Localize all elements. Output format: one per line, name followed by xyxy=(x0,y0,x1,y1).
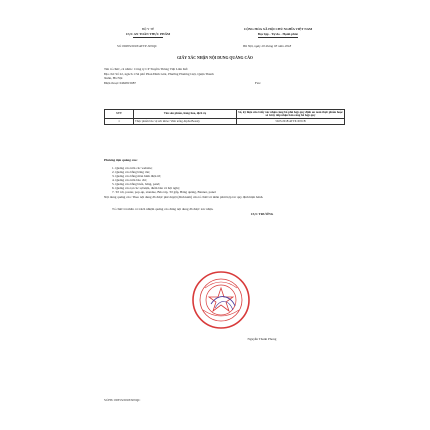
responsibility-note: Tổ chức/cá nhân có trách nhiệm quảng cáo đúng nội dung đã được xác nhận. xyxy=(112,207,214,211)
media-item: 2. Quảng cáo bằng băng rôn; xyxy=(112,170,151,174)
motto-underline xyxy=(258,37,298,38)
signer-name: Nguyễn Thanh Phong xyxy=(247,337,277,341)
org-address-cont: Xuân, Hà Nội xyxy=(104,76,123,80)
media-heading: Phương tiện quảng cáo: xyxy=(104,158,138,162)
footer-code: Số HS: 00353/2018/XNQC xyxy=(104,398,141,402)
org-name: Tên tổ chức, cá nhân : Công ty CP Truyền Thông Việt Liên Kết xyxy=(104,67,188,71)
header-cert: Số, ký hiệu của Giấy xác nhận công bố phù hợp quy định an toàn thực phẩm hoặc số Giấy tiếp nhận bản công bố hợp quy xyxy=(238,109,343,118)
motto: Độc lập - Tự do - Hạnh phúc xyxy=(257,32,299,36)
signer-role: CỤC TRƯỞNG xyxy=(250,212,274,216)
ministry-name: BỘ Y TẾ xyxy=(141,27,155,31)
media-item: 3. Quảng cáo bằng màn hình điện tử; xyxy=(112,174,161,178)
media-item: 7. Tờ rơi, poster, pop-up, standee, Bảo táp, Tờ gấp, Bảng quảng, Banner, panel xyxy=(112,190,216,194)
document-number: Số: 00283/2018/ATTP-XNQC xyxy=(117,44,158,48)
product-table xyxy=(104,109,345,125)
table-row xyxy=(105,119,345,125)
content-note: Nội dung quảng cáo: Theo nội dung đã được phê duyệt (đính kèm) của tổ chức/cá nhân phải hợp tác quy định hiện hành. xyxy=(104,195,264,199)
row-cert: 5025/2018/ATTP-XNCB xyxy=(237,119,345,125)
department-name: CỤC AN TOÀN THỰC PHẨM xyxy=(125,32,171,36)
media-item: 5. Quảng cáo bằng biển, bảng, panô; xyxy=(112,182,161,186)
org-phone: Điện thoại: 0462815687 xyxy=(104,81,137,85)
media-item: 4. Quảng cáo trên báo chí; xyxy=(112,178,147,182)
org-address: Địa chỉ: Số 22, ngách 1/34 phố Phan Đình Giót, Phường Phương Liệt, Quận Thanh xyxy=(104,72,214,76)
country-name: CỘNG HÒA XÃ HỘI CHỦ NGHĨA VIỆT NAM xyxy=(243,27,313,31)
official-seal-icon xyxy=(191,270,251,330)
org-fax: Fax: xyxy=(255,81,261,85)
place-date: Hà Nội, ngày 20 tháng 03 năm 2018 xyxy=(243,44,292,48)
media-item: 6. Quảng cáo tại các sự kiện, điểm bán và hội nghị; xyxy=(112,186,180,190)
header-product: Tên sản phẩm, hàng hóa, dịch vụ xyxy=(134,110,237,119)
header-stt: STT xyxy=(105,110,134,119)
department-underline xyxy=(133,37,163,38)
document-title: GIẤY XÁC NHẬN NỘI DUNG QUẢNG CÁO xyxy=(177,56,253,60)
media-item: 1. Quảng cáo trên các website; xyxy=(112,166,153,170)
table-header-row xyxy=(105,110,345,119)
row-stt: 1 xyxy=(105,119,134,125)
row-product: Thực phẩm bảo vệ sức khỏe: Viên uống Alpha Beauty xyxy=(134,119,237,125)
